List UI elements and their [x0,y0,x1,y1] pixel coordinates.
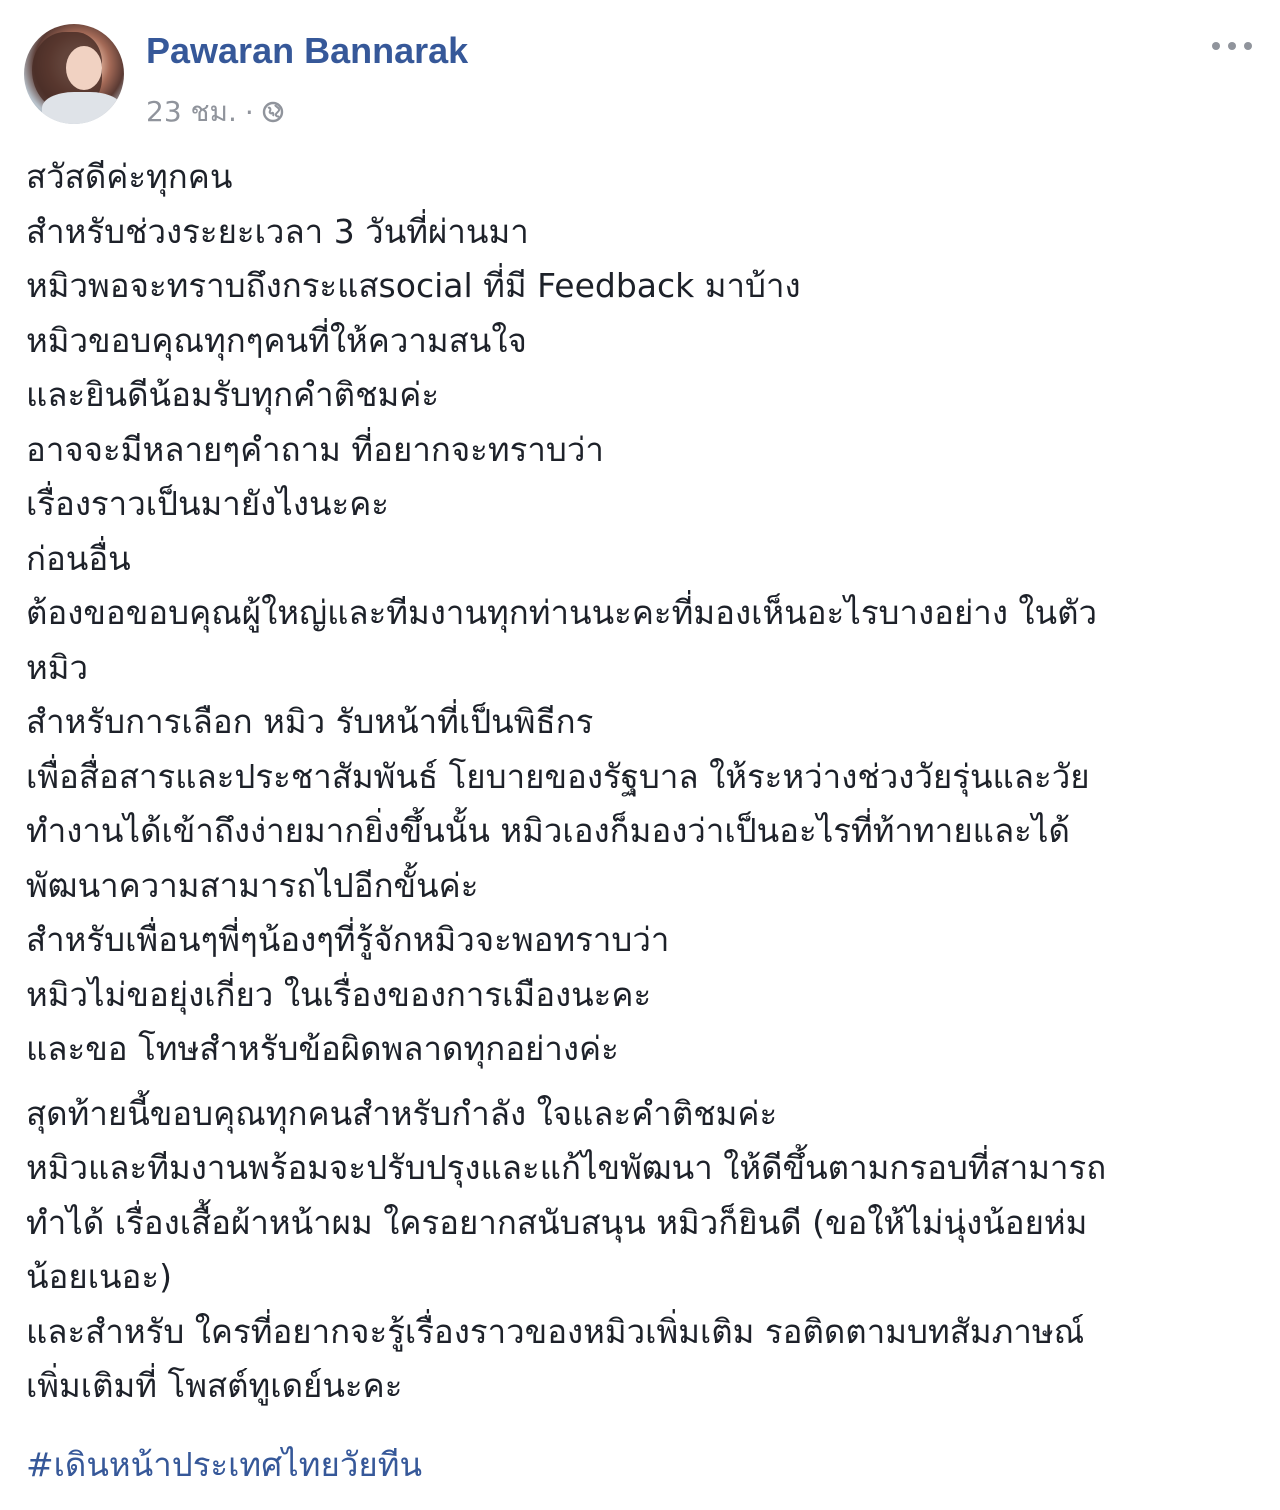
avatar-shirt [42,92,122,124]
post-line: อาจจะมีหลายๆคำถาม ที่อยากจะทราบว่า [26,429,604,469]
post-line: สำหรับเพื่อนๆพี่ๆน้องๆที่รู้จักหมิวจะพอทราบว่า [26,920,670,959]
post-line: เรื่องราวเป็นมายังไงนะคะ [26,484,390,523]
globe-icon[interactable] [262,101,284,123]
paragraph-gap [26,1077,1260,1087]
avatar[interactable] [24,24,124,124]
more-options-icon[interactable] [1212,36,1252,56]
more-dot [1228,42,1236,50]
more-dot [1212,42,1220,50]
post-line: พัฒนาความสามารถไปอีกขั้นค่ะ [26,865,479,905]
post-paragraph-1 [26,150,1260,1077]
post-timestamp[interactable]: 23 ชม. [146,95,237,128]
post-line: น้อยเนอะ) [26,1257,172,1296]
post-line: และยินดีน้อมรับทุกคำติชมค่ะ [26,375,440,414]
post-line: สวัสดีค่ะทุกคน [26,157,233,196]
post-line: ก่อนอื่น [26,538,131,578]
author-name[interactable]: Pawaran Bannarak [146,30,469,71]
post-body [26,150,1260,1414]
hashtag-link[interactable]: #เดินหน้าประเทศไทยวัยทีน [26,1445,422,1484]
post-line: หมิวพอจะทราบถึงกระแสsocial ที่มี Feedback มาบ้าง [26,266,801,305]
post-line: ทำงานได้เข้าถึงง่ายมากยิ่งขึ้นนั้น หมิวเองก็มองว่าเป็นอะไรที่ท้าทายและได้ [26,811,1070,850]
post-line: หมิวไม่ขอยุ่งเกี่ยว ในเรื่องของการเมืองนะคะ [26,974,652,1014]
post-header [24,24,1256,128]
post-line: หมิวและทีมงานพร้อมจะปรับปรุงและแก้ไขพัฒนา ให้ดีขึ้นตามกรอบที่สามารถ [26,1148,1107,1187]
post-line: หมิว [26,647,89,687]
meta-separator: · [244,95,254,129]
post-line: เพิ่มเติมที่ โพสต์ทูเดย์นะคะ [26,1366,403,1405]
post-line: ทำได้ เรื่องเสื้อผ้าหน้าผม ใครอยากสนับสนุน หมิวก็ยินดี (ขอให้ไม่นุ่งน้อยห่ม [26,1202,1088,1242]
post-line: และสำหรับ ใครที่อยากจะรู้เรื่องราวของหมิวเพิ่มเติม รอติดตามบทสัมภาษณ์ [26,1311,1085,1351]
post-line: สุดท้ายนี้ขอบคุณทุกคนสำหรับกำลัง ใจและคำติชมค่ะ [26,1093,778,1133]
avatar-face [66,46,102,90]
post-line: ต้องขอขอบคุณผู้ใหญ่และทีมงานทุกท่านนะคะที่มองเห็นอะไรบางอย่าง ในตัว [26,593,1098,632]
post-paragraph-2 [26,1087,1260,1414]
post-line: หมิวขอบคุณทุกๆคนที่ให้ความสนใจ [26,320,527,360]
post-line: เพื่อสื่อสารและประชาสัมพันธ์ โยบายของรัฐบาล ให้ระหว่างช่วงวัยรุ่นและวัย [26,756,1090,796]
more-dot [1244,42,1252,50]
post-line: และขอ โทษสำหรับข้อผิดพลาดทุกอย่างค่ะ [26,1029,619,1068]
post-line: สำหรับการเลือก หมิว รับหน้าที่เป็นพิธีกร [26,702,594,741]
post-meta [146,90,284,134]
post-line: สำหรับช่วงระยะเวลา 3 วันที่ผ่านมา [26,211,529,251]
